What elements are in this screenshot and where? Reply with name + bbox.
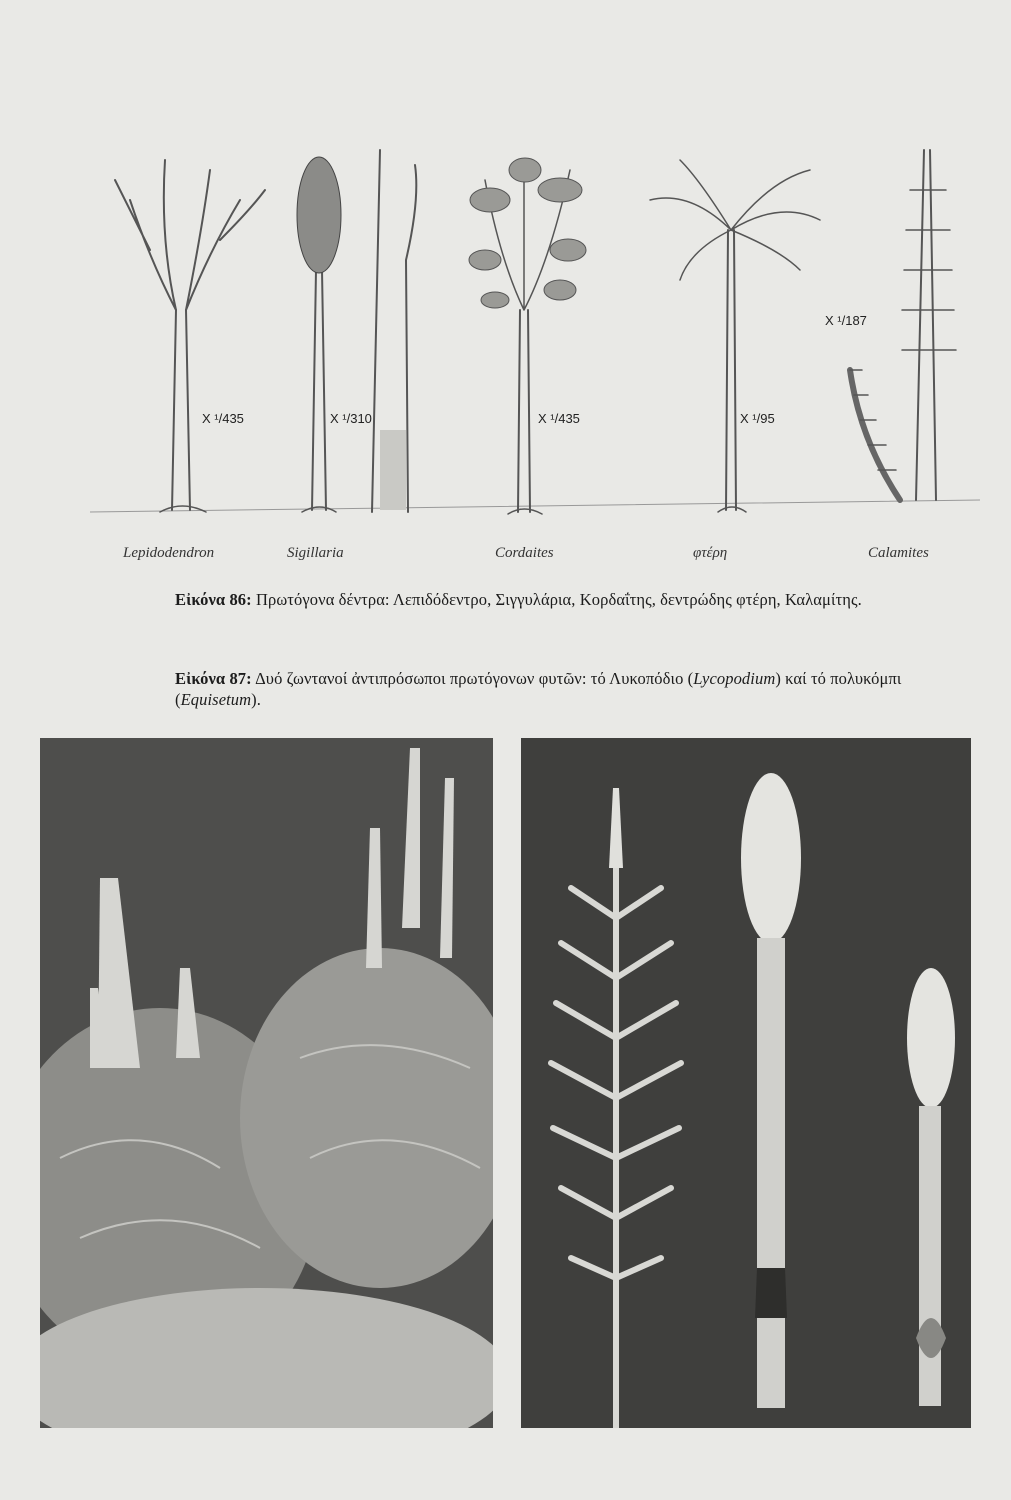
label-fern: φτέρη [693, 545, 728, 561]
figure-87-text-1: Δυό ζωντανοί ἀντιπρόσωποι πρωτόγονων φυτῶν: τό Λυκοπόδιο ( [255, 669, 694, 688]
label-cordaites: Cordaites [495, 545, 554, 561]
figure-87-italic-1: Lycopodium [693, 669, 776, 688]
label-sigillaria: Sigillaria [287, 545, 344, 561]
primitive-trees-illustration [90, 140, 980, 580]
lepidodendron-drawing [115, 160, 265, 512]
scale-cordaites: X ¹/435 [538, 411, 580, 426]
figure-86-caption [175, 589, 975, 610]
scale-lepidodendron: X ¹/435 [202, 411, 244, 426]
sigillaria-drawing [297, 157, 341, 512]
scale-calamites: X ¹/187 [825, 313, 867, 328]
label-calamites: Calamites [868, 545, 929, 561]
figure-86-text: Πρωτόγονα δέντρα: Λεπιδόδεντρο, Σιγγυλάρια, Κορδαΐτης, δεντρώδης φτέρη, Καλαμίτης. [256, 590, 862, 609]
scale-fern: X ¹/95 [740, 411, 775, 426]
scale-sigillaria: X ¹/310 [330, 411, 372, 426]
figure-87-label: Εἰκόνα 87: [175, 669, 252, 688]
trunk-fragment-drawing [372, 150, 416, 512]
figure-87-italic-2: Equisetum [180, 690, 252, 709]
figure-87-text-2: ) καί τό πολυκόμπι ( [175, 669, 902, 709]
figure-87-caption [175, 668, 975, 710]
figure-86-label: Εἰκόνα 86: [175, 590, 252, 609]
equisetum-photo [521, 738, 971, 1428]
tree-fern-drawing [650, 160, 820, 512]
lycopodium-photo [40, 738, 493, 1428]
figure-87-text-3: ). [251, 690, 261, 709]
cordaites-drawing [469, 158, 586, 514]
label-lepidodendron: Lepidodendron [123, 545, 215, 561]
